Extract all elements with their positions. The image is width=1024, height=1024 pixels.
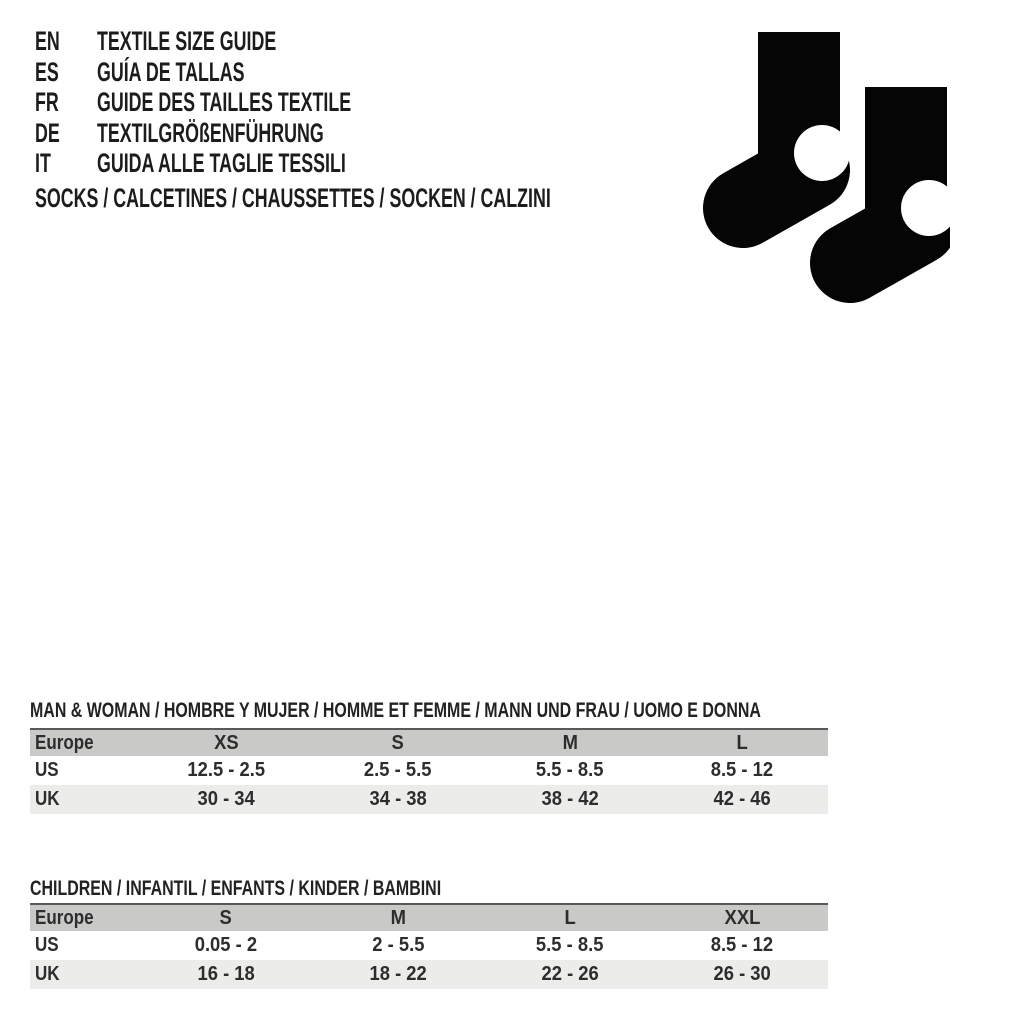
adult-row-label-us: [30, 756, 140, 785]
language-code: [35, 118, 97, 149]
adult-table-title-text: MAN & WOMAN / HOMBRE Y MUJER / HOMME ET FEMME / MANN UND FRAU / UOMO E DONNA: [30, 699, 761, 722]
adult-size-table: [30, 728, 828, 814]
size-cell-text: 12.5 - 2.5: [187, 759, 265, 781]
children-header-size-s: [140, 904, 312, 931]
children-header-size-m: [312, 904, 484, 931]
sock-left-shape: [743, 32, 850, 208]
header-cell-text: L: [564, 906, 576, 929]
adult-row-uk: [30, 785, 828, 814]
children-row-uk: [30, 960, 828, 989]
language-code: [35, 57, 97, 88]
language-row-it: [35, 148, 482, 179]
size-cell: [656, 931, 828, 960]
size-cell: [140, 960, 312, 989]
language-label: [97, 26, 482, 57]
language-code-text: EN: [35, 26, 60, 56]
language-row-fr: [35, 87, 482, 118]
language-label-text: GUIDA ALLE TAGLIE TESSILI: [97, 148, 346, 178]
children-row-us: [30, 931, 828, 960]
language-label-text: TEXTILE SIZE GUIDE: [97, 26, 277, 56]
size-cell-text: 8.5 - 12: [710, 934, 774, 956]
size-cell-text: 2.5 - 5.5: [364, 759, 432, 781]
size-cell: [656, 785, 828, 814]
size-cell-text: 42 - 46: [713, 788, 771, 810]
size-cell: [656, 960, 828, 989]
row-label-text: UK: [35, 788, 60, 810]
size-cell: [484, 756, 656, 785]
size-table-adult-section: [30, 699, 828, 814]
language-code: [35, 148, 97, 179]
size-cell: [312, 931, 484, 960]
header-cell-text: L: [736, 731, 748, 754]
language-row-es: [35, 57, 482, 88]
children-header-size-l: [484, 904, 656, 931]
row-label-text: UK: [35, 963, 60, 985]
socks-icon: [698, 28, 950, 308]
header-cell-text: Europe: [35, 731, 94, 754]
adult-table-header-row: [30, 729, 828, 756]
language-label: [97, 148, 482, 179]
adult-header-size-m: [484, 729, 656, 756]
adult-header-region: [30, 729, 140, 756]
header-cell-text: XS: [213, 731, 239, 754]
language-code: [35, 26, 97, 57]
size-cell: [312, 785, 484, 814]
header-cell-text: M: [390, 906, 406, 929]
size-cell-text: 8.5 - 12: [710, 759, 774, 781]
size-cell: [140, 931, 312, 960]
size-cell-text: 30 - 34: [197, 788, 255, 810]
language-label: [97, 87, 482, 118]
size-cell: [312, 960, 484, 989]
size-table-children-section: [30, 877, 828, 989]
language-code: [35, 87, 97, 118]
language-title-list: [35, 26, 482, 179]
size-cell: [484, 785, 656, 814]
header-cell-text: XXL: [724, 906, 760, 929]
language-code-text: IT: [35, 148, 51, 178]
row-label-text: US: [35, 759, 59, 781]
header-cell-text: S: [391, 731, 405, 754]
children-row-label-us: [30, 931, 140, 960]
children-size-table: [30, 903, 828, 989]
language-label-text: TEXTILGRÖßENFÜHRUNG: [97, 117, 324, 148]
language-code-text: FR: [35, 87, 59, 117]
size-cell: [484, 931, 656, 960]
size-cell-text: 34 - 38: [369, 788, 427, 810]
language-label: [97, 57, 482, 88]
adult-header-size-s: [312, 729, 484, 756]
header-cell-text: Europe: [35, 906, 94, 929]
adult-table-title: [30, 699, 828, 728]
adult-header-size-xs: [140, 729, 312, 756]
size-cell-text: 18 - 22: [369, 963, 427, 985]
adult-header-size-l: [656, 729, 828, 756]
size-cell: [140, 785, 312, 814]
size-cell: [484, 960, 656, 989]
size-cell-text: 22 - 26: [541, 963, 599, 985]
row-label-text: US: [35, 934, 59, 956]
size-cell-text: 38 - 42: [541, 788, 599, 810]
size-cell-text: 5.5 - 8.5: [536, 934, 604, 956]
size-cell-text: 5.5 - 8.5: [536, 759, 604, 781]
size-cell-text: 2 - 5.5: [371, 934, 425, 956]
children-table-header-row: [30, 904, 828, 931]
size-cell: [656, 756, 828, 785]
size-cell: [140, 756, 312, 785]
sock-right-shape: [850, 87, 950, 263]
children-header-region: [30, 904, 140, 931]
children-header-size-xxl: [656, 904, 828, 931]
language-code-text: DE: [35, 117, 60, 148]
size-cell-text: 26 - 30: [713, 963, 771, 985]
header-cell-text: S: [219, 906, 233, 929]
children-table-title-text: CHILDREN / INFANTIL / ENFANTS / KINDER / BAMBINI: [30, 877, 442, 900]
product-category-text: SOCKS / CALCETINES / CHAUSSETTES / SOCKEN / CALZINI: [35, 183, 551, 213]
language-code-text: ES: [35, 56, 59, 87]
language-label-text: GUÍA DE TALLAS: [97, 56, 245, 87]
children-row-label-uk: [30, 960, 140, 989]
adult-row-label-uk: [30, 785, 140, 814]
size-cell-text: 16 - 18: [197, 963, 255, 985]
language-label: [97, 118, 482, 149]
header-cell-text: M: [562, 731, 578, 754]
language-label-text: GUIDE DES TAILLES TEXTILE: [97, 87, 352, 117]
size-cell: [312, 756, 484, 785]
language-row-de: [35, 118, 482, 149]
language-row-en: [35, 26, 482, 57]
size-cell-text: 0.05 - 2: [194, 934, 258, 956]
children-table-title: [30, 877, 828, 903]
adult-row-us: [30, 756, 828, 785]
